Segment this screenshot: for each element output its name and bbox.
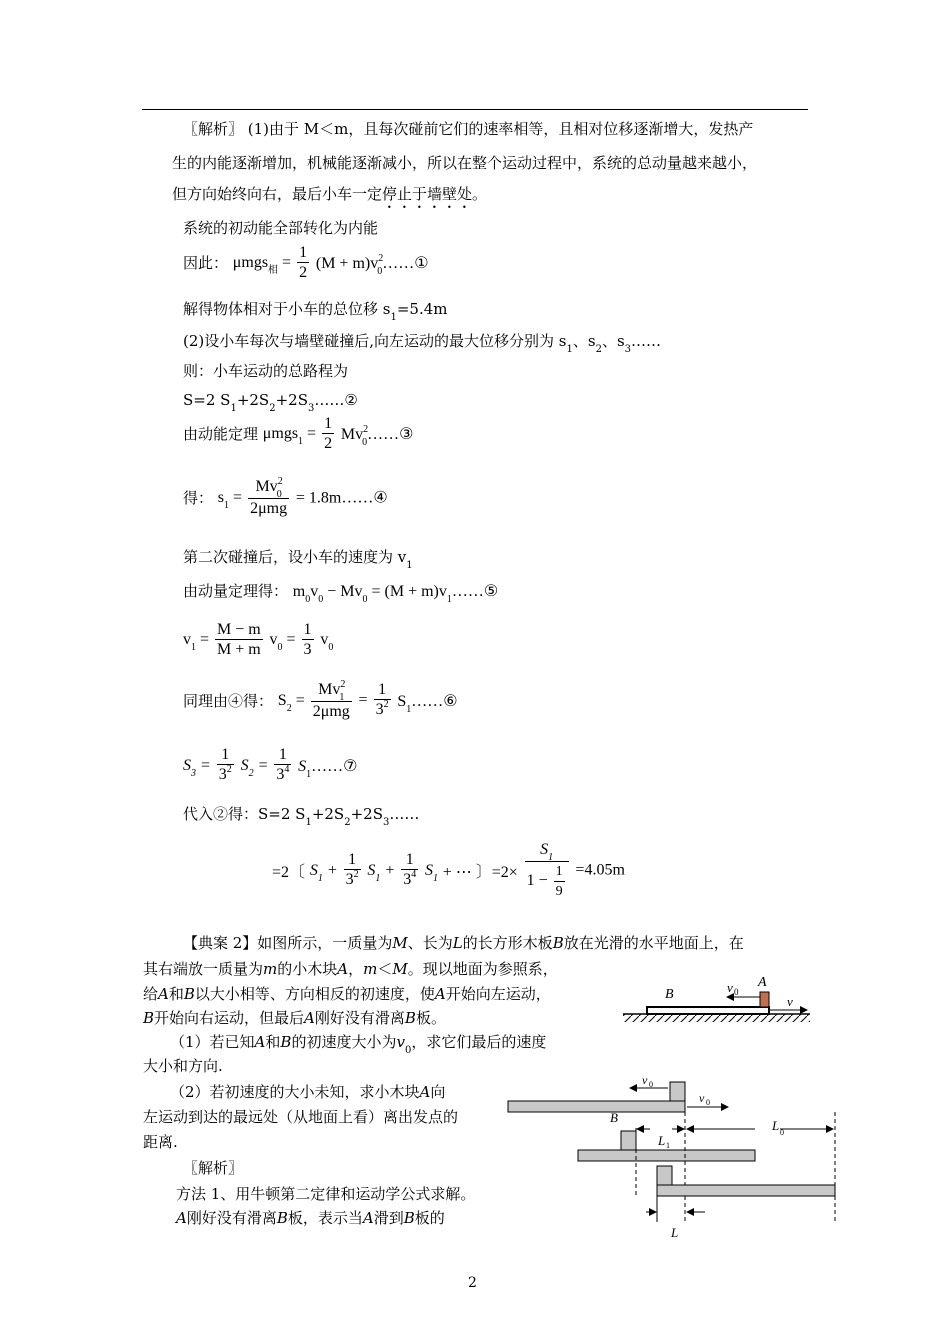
fraction: $\frac{1}{3^4}$ [276, 746, 290, 783]
text-line-17: 代入②得：S=2 $S_1+2S_2+2S_3\dots\dots$ [183, 805, 420, 828]
analysis-line-2: 生的内能逐渐增加，机械能逐渐减小，所以在整个运动过程中，系统的总动量越来越小， [172, 154, 758, 172]
label-v0: v [727, 980, 733, 995]
fraction: $\frac{1}{3^2}$ [375, 681, 389, 718]
label-a: A [758, 975, 767, 990]
svg-text:0: 0 [780, 1128, 784, 1137]
svg-text:0: 0 [706, 1098, 710, 1107]
fraction: $\frac{1}{3}$ [303, 621, 312, 658]
text-line-4: 系统的初动能全部转化为内能 [183, 219, 379, 237]
case-line-4: B开始向右运动，但最后A刚好没有滑离B板。 [143, 1009, 446, 1027]
svg-text:1: 1 [666, 1141, 670, 1150]
case-line-11: 方法 1、用牛顿第二定律和运动学公式求解。 [176, 1185, 476, 1203]
equation-1: 因此： μmgs$_相$ = $\frac{1}{2}$ $(M + m)v^2_0\dots\dots ①$ [183, 244, 429, 281]
case-line-7: （2）若初速度的大小未知，求小木块A向 [170, 1083, 446, 1101]
equation-3: 由动能定理 μmgs$_1$ = $\frac{1}{2}$ $Mv^2_0\dots\dots ③$ [183, 415, 414, 452]
figure-board-block [615, 968, 815, 1030]
case-line-2: 其右端放一质量为m的小木块A，m＜M。现以地面为参照系， [143, 960, 558, 978]
fraction: $\frac{Mv^2_1}{\text{2μmg}}$ [312, 679, 350, 720]
case-line-12: A刚好没有滑离B板，表示当A滑到B板的 [176, 1209, 445, 1227]
fraction: $\frac{1}{2}$ [324, 415, 333, 452]
emphasis-text: 停止于墙壁处 [382, 185, 473, 203]
page-number: 2 [468, 1275, 477, 1291]
fraction: $\frac{M - m}{M + m}$ [217, 621, 261, 658]
text-line-6: 解得物体相对于小车的总位移 $s_1=5.4m$ [183, 300, 448, 323]
label-l: L [671, 1225, 679, 1240]
text-line-3: 但方向始终向右，最后小车一定停止于墙壁处。 [172, 185, 488, 203]
block-stage-2 [621, 1131, 636, 1150]
equation-v1: $v_1$ = $\frac{M - m}{M + m}$ $v_0$ = $\frac{1}{3}$ $v_0$ [183, 621, 334, 658]
label-v0-b: v [699, 1091, 705, 1105]
label-b2: B [610, 1110, 618, 1125]
case-line-6: 大小和方向. [143, 1057, 223, 1075]
board-b [647, 1007, 769, 1014]
equation-2: S=2 $S_1+2S_2+2S_3\dots\dots ②$ [183, 391, 358, 414]
label-l1: L [658, 1133, 666, 1148]
fraction: $\frac{Mv^2_0}{\text{2μmg}}$ [250, 476, 288, 517]
label-v0-a: v [642, 1073, 648, 1087]
label-b: B [665, 987, 674, 1002]
figure-motion-stages [500, 1072, 845, 1244]
case-line-8: 左运动到达的最远处（从地面上看）离出发点的 [143, 1108, 459, 1126]
board-stage-3 [657, 1185, 835, 1196]
text-line-8: 则：小车运动的总路程为 [183, 362, 349, 380]
case-line-5: （1）若已知A和B的初速度大小为$v_0$，求它们最后的速度 [170, 1033, 547, 1056]
analysis-line-1: 〖解析〗 (1)由于 M＜m，且每次碰前它们的速率相等，且相对位移逐渐增大，发热产 [183, 120, 754, 138]
text-line-1 [183, 118, 753, 139]
case-line-3: 给A和B以大小相等、方向相反的初速度，使A开始向左运动， [143, 985, 551, 1003]
equation-6: 同理由④得： $S_2$ = $\frac{Mv^2_1}{\text{2μmg}}$ = $\frac{1}{3^2}$ $S_1\dots\dots ⑥$ [183, 679, 458, 720]
board-stage-1 [508, 1101, 685, 1112]
label-v: v [787, 994, 793, 1009]
label-l0: L [772, 1118, 780, 1133]
equation-5: 由动量定理得： $m_0v_0 - Mv_0 = (M$ + $m)v_1\dots\dots ⑤$ [183, 582, 499, 605]
fraction: $\frac{1}{3^2}$ [218, 746, 232, 783]
text-line-12: 第二次碰撞后，设小车的速度为 $v_1$ [183, 548, 413, 571]
fraction: $S_1$ 1 − $\frac{1}{9}$ [525, 840, 569, 901]
ground-hatch [623, 1014, 810, 1022]
block-a [760, 992, 769, 1007]
header-rule [142, 109, 808, 110]
case-line-9: 距离. [143, 1133, 178, 1151]
equation-4: 得： $s_1$ = $\frac{Mv^2_0}{\text{2μmg}}$ = 1.8m……④ [183, 476, 388, 517]
text-line-2 [172, 152, 757, 173]
block-stage-1 [670, 1082, 685, 1101]
text-line-7: (2)设小车每次与墙壁碰撞后,向左运动的最大位移分别为 $s_1$、$s_2$、$s_3\dots\dots$ [183, 332, 662, 355]
svg-text:0: 0 [649, 1080, 653, 1089]
fraction: $\frac{1}{2}$ [299, 244, 308, 281]
case-line-1: 【典案 2】如图所示，一质量为M、长为L的长方形木板B放在光滑的水平地面上，在 [183, 934, 744, 952]
block-stage-3 [657, 1166, 672, 1185]
fraction: $\frac{1}{3^2}$ [345, 851, 359, 888]
label-v0-sub: 0 [734, 987, 739, 997]
equation-sum: =2〔 $S_1$ + $\frac{1}{3^2}$ $S_1$ + $\frac{1}{3^4}$ $S_1$ + ⋯ 〕=2× $S_1$ 1 − $\frac{1}{9}$ =4.05m [272, 841, 625, 899]
board-stage-2 [578, 1150, 755, 1161]
case-line-10: 〖解析〗 [183, 1159, 244, 1177]
fraction: $\frac{1}{3^4}$ [403, 851, 417, 888]
equation-7: $S_3$ = $\frac{1}{3^2}$ $S_2$ = $\frac{1}{3^4}$ $S_1\dots\dots ⑦$ [183, 745, 358, 786]
